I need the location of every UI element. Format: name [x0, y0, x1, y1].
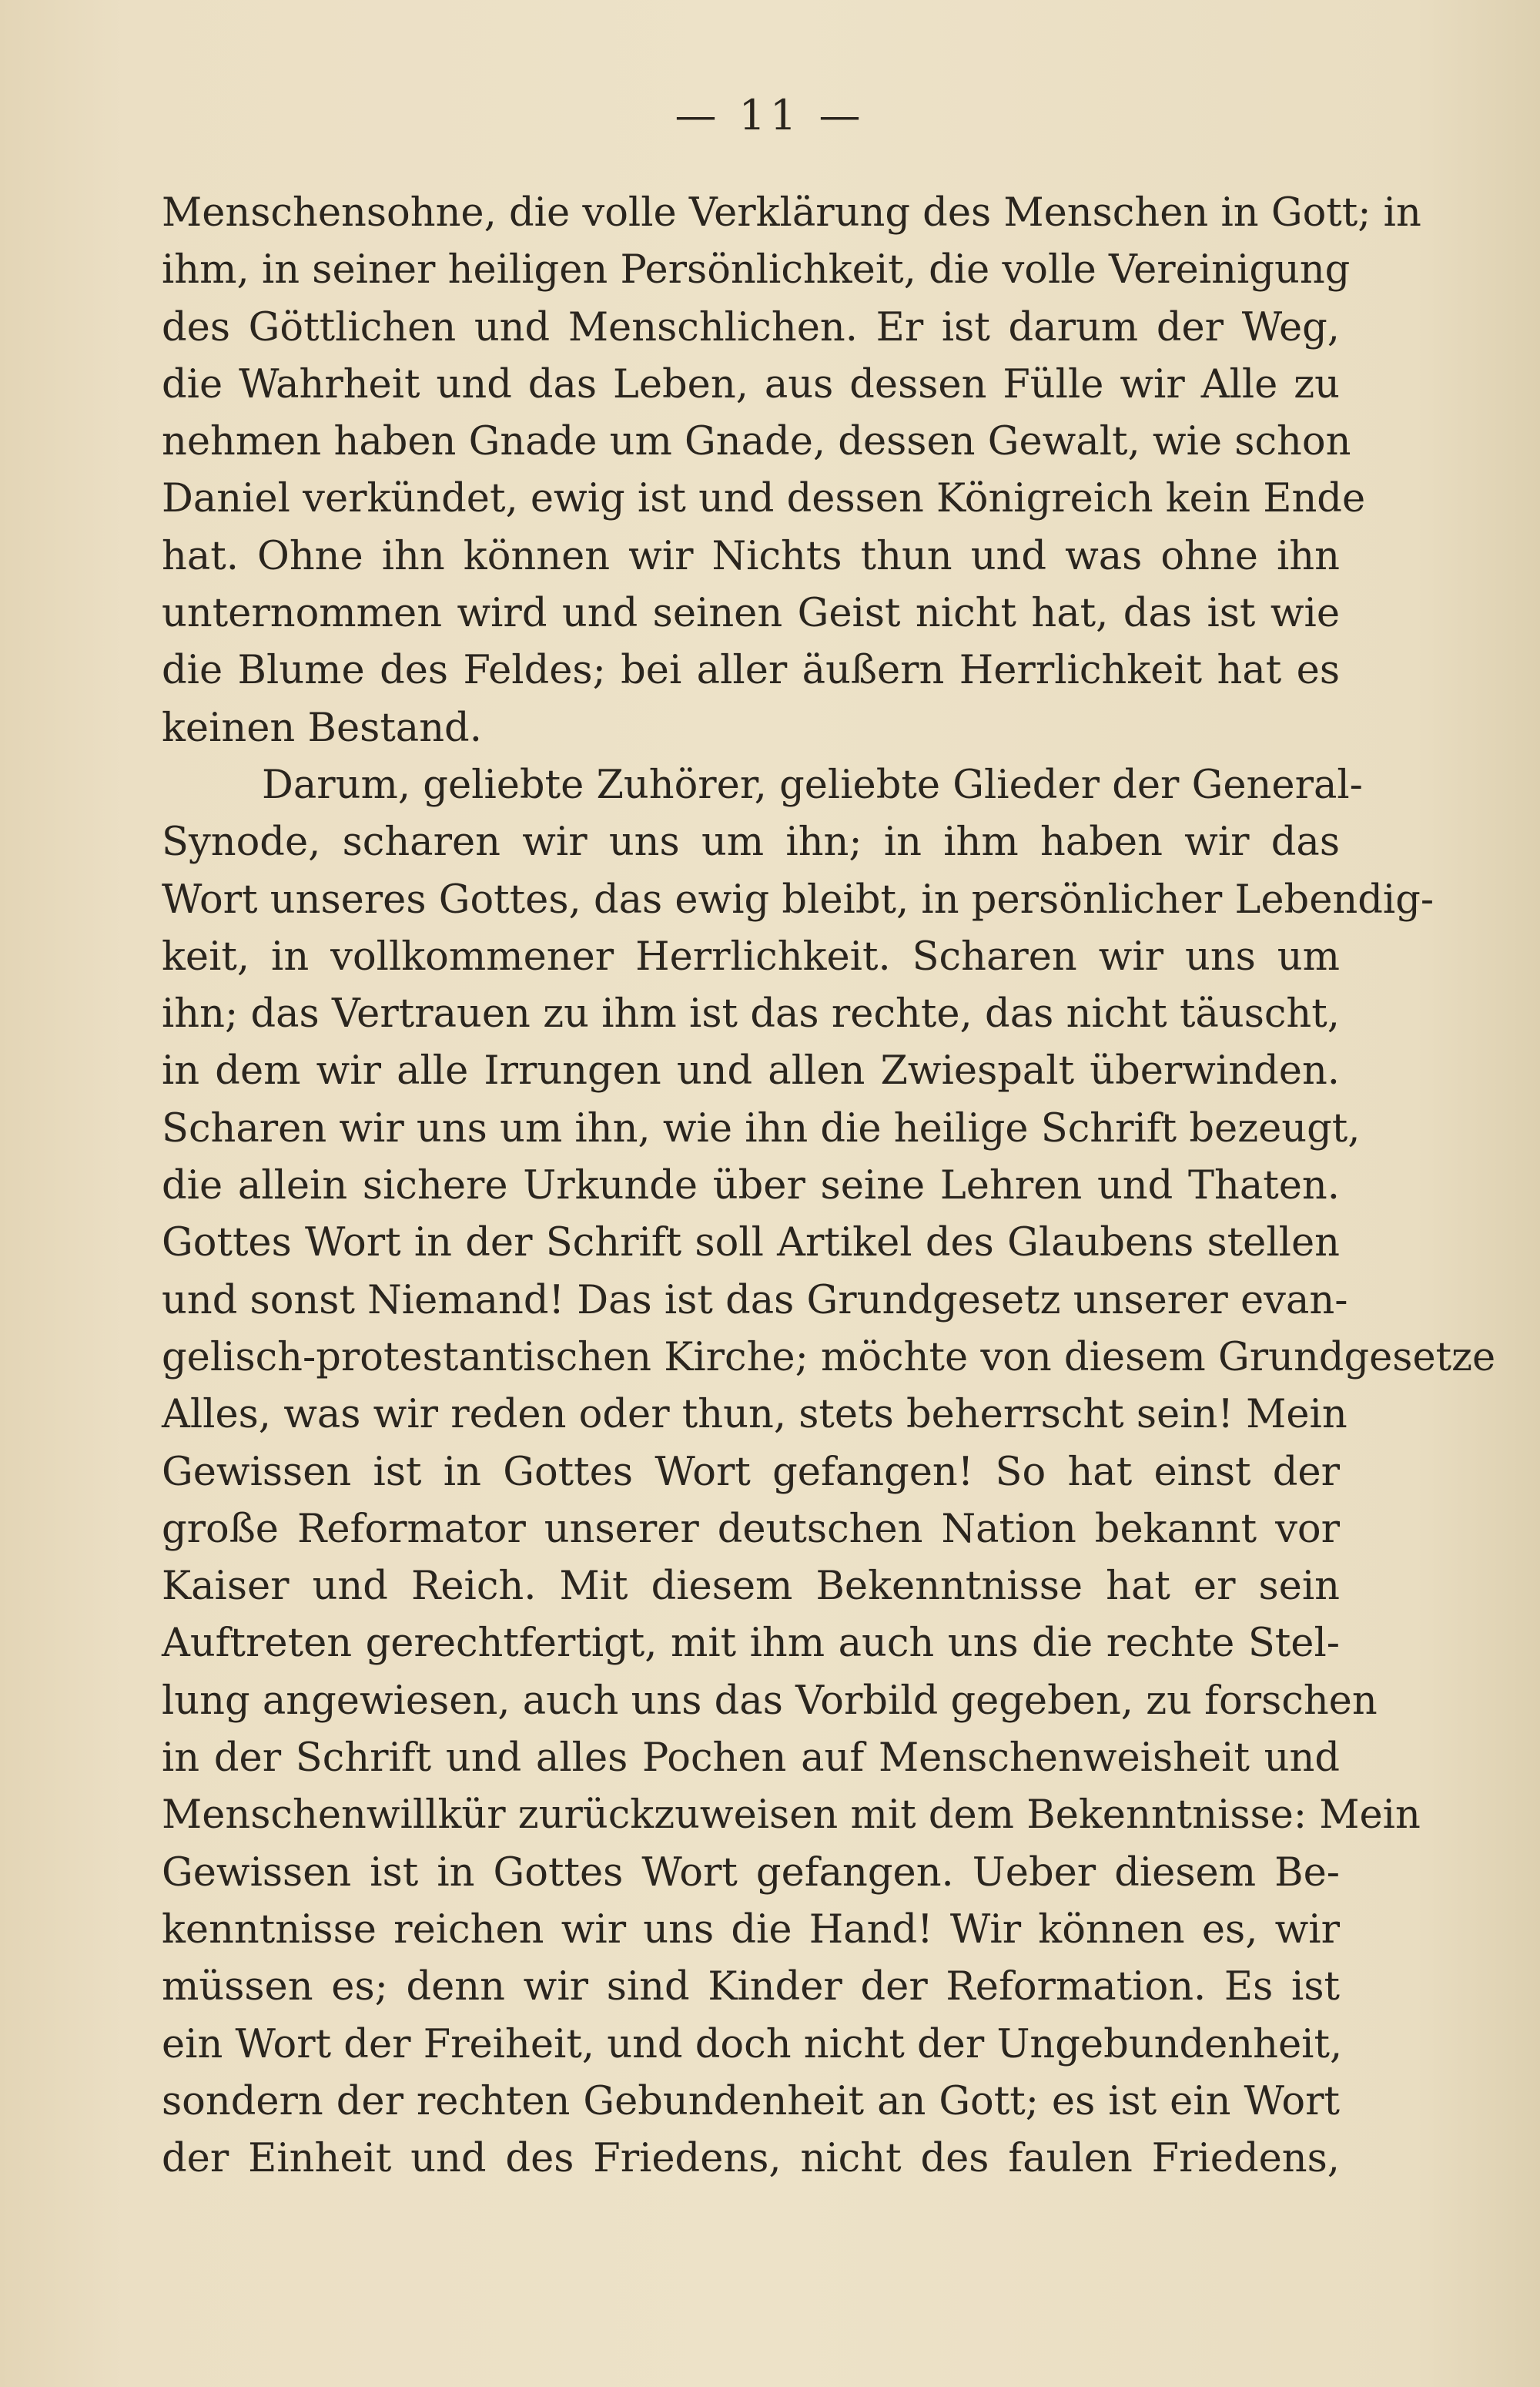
- text-line: die Blume des Feldes; bei aller äußern Herrlichkeit hat es: [162, 648, 1340, 694]
- text-line: nehmen haben Gnade um Gnade, dessen Gewalt, wie schon: [162, 419, 1351, 465]
- text-line: Auftreten gerechtfertigt, mit ihm auch uns die rechte Stel-: [162, 1621, 1340, 1667]
- text-line: ein Wort der Freiheit, und doch nicht der Ungebundenheit,: [162, 2021, 1343, 2067]
- text-line: die allein sichere Urkunde über seine Lehren und Thaten.: [162, 1163, 1340, 1209]
- text-line: lung angewiesen, auch uns das Vorbild gegeben, zu forschen: [162, 1678, 1378, 1724]
- text-line: Gottes Wort in der Schrift soll Artikel des Glaubens stellen: [162, 1220, 1340, 1266]
- body-text: [162, 185, 1496, 2188]
- text-line: die Wahrheit und das Leben, aus dessen Fülle wir Alle zu: [162, 361, 1340, 407]
- text-line: der Einheit und des Friedens, nicht des faulen Friedens,: [162, 2136, 1340, 2182]
- text-line: keinen Bestand.: [162, 705, 482, 751]
- text-line: und sonst Niemand! Das ist das Grundgesetz unserer evan-: [162, 1277, 1348, 1323]
- text-line: Daniel verkündet, ewig ist und dessen Königreich kein Ende: [162, 476, 1366, 522]
- text-line: große Reformator unserer deutschen Nation bekannt vor: [162, 1506, 1340, 1552]
- text-line: Kaiser und Reich. Mit diesem Bekenntnisse hat er sein: [162, 1564, 1340, 1610]
- text-line: Alles, was wir reden oder thun, stets beherrscht sein! Mein: [162, 1392, 1348, 1438]
- text-line: Wort unseres Gottes, das ewig bleibt, in persönlicher Lebendig-: [162, 877, 1435, 923]
- text-line: hat. Ohne ihn können wir Nichts thun und was ohne ihn: [162, 533, 1340, 579]
- text-line: Menschenwillkür zurückzuweisen mit dem Bekenntnisse: Mein: [162, 1792, 1421, 1839]
- paragraph-start-line: Darum, geliebte Zuhörer, geliebte Glieder der General-: [262, 762, 1363, 808]
- text-line: ihn; das Vertrauen zu ihm ist das rechte, das nicht täuscht,: [162, 991, 1340, 1038]
- text-line: des Göttlichen und Menschlichen. Er ist darum der Weg,: [162, 304, 1340, 350]
- text-line: in der Schrift und alles Pochen auf Menschenweisheit und: [162, 1735, 1340, 1782]
- text-line: keit, in vollkommener Herrlichkeit. Scharen wir uns um: [162, 934, 1340, 980]
- text-line: kenntnisse reichen wir uns die Hand! Wir können es, wir: [162, 1906, 1340, 1953]
- text-line: Gewissen ist in Gottes Wort gefangen! So hat einst der: [162, 1449, 1340, 1495]
- text-line: ihm, in seiner heiligen Persönlichkeit, die volle Vereinigung: [162, 247, 1351, 293]
- text-line: unternommen wird und seinen Geist nicht hat, das ist wie: [162, 591, 1340, 637]
- page-number-header: — 11 —: [675, 91, 865, 139]
- text-line: Menschensohne, die volle Verklärung des Menschen in Gott; in: [162, 190, 1421, 236]
- text-line: sondern der rechten Gebundenheit an Gott; es ist ein Wort: [162, 2078, 1340, 2124]
- text-line: Gewissen ist in Gottes Wort gefangen. Ueber diesem Be-: [162, 1849, 1340, 1896]
- text-line: Synode, scharen wir uns um ihn; in ihm haben wir das: [162, 820, 1340, 866]
- text-line: gelisch-protestantischen Kirche; möchte von diesem Grundgesetze: [162, 1334, 1496, 1380]
- text-line: in dem wir alle Irrungen und allen Zwiespalt überwinden.: [162, 1048, 1340, 1095]
- text-line: Scharen wir uns um ihn, wie ihn die heilige Schrift bezeugt,: [162, 1105, 1361, 1152]
- text-line: müssen es; denn wir sind Kinder der Reformation. Es ist: [162, 1964, 1340, 2010]
